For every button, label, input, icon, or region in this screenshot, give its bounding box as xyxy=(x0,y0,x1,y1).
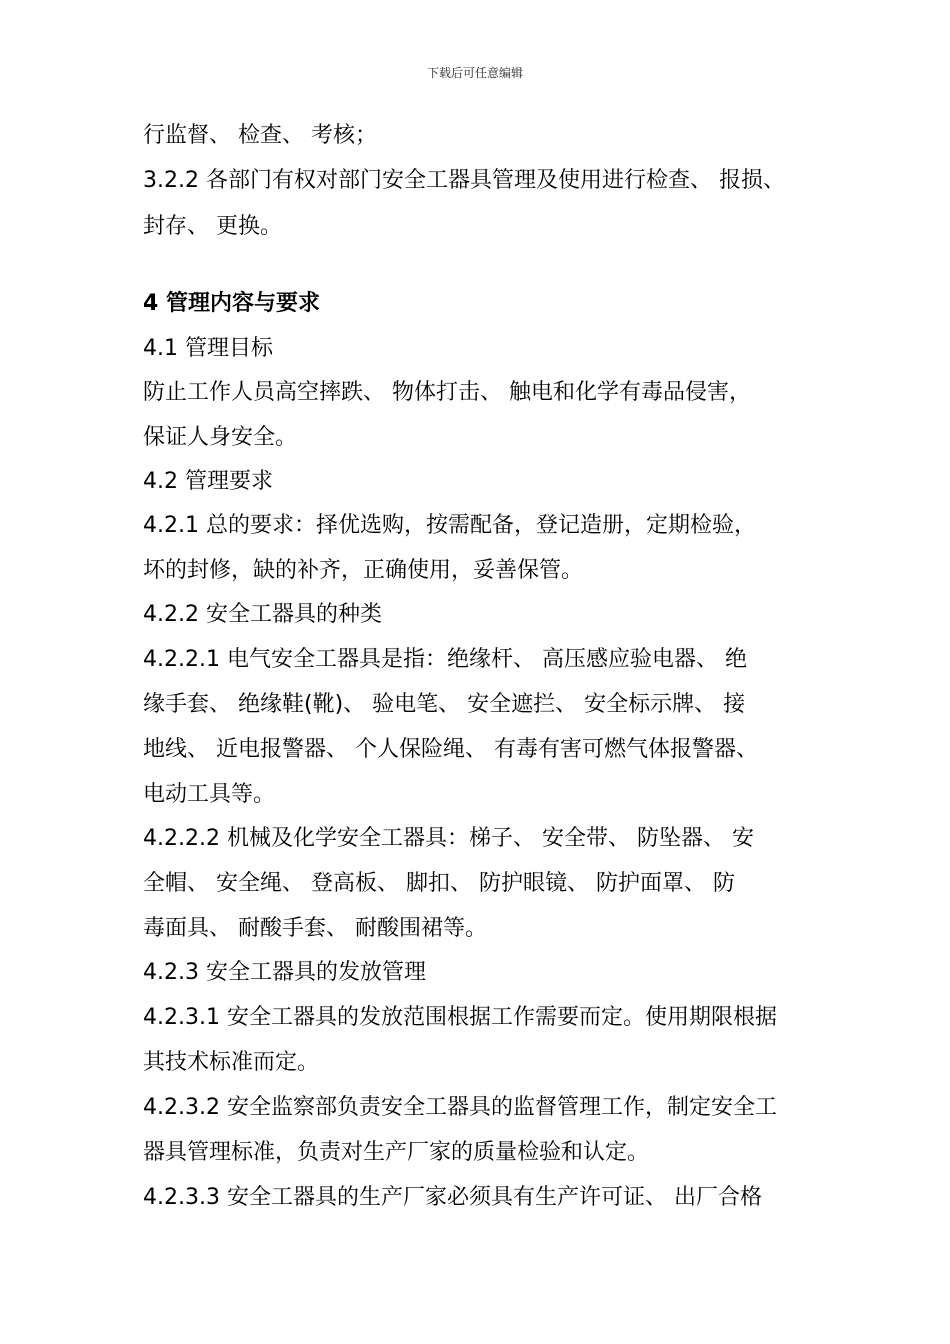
text-line: 4.2.1 总的要求：择优选购，按需配备，登记造册，定期检验， xyxy=(143,513,756,538)
section-heading: 4 管理内容与要求 xyxy=(143,291,320,316)
text-line: 3.2.2 各部门有权对部门安全工器具管理及使用进行检查、 报损、 xyxy=(143,168,785,193)
page-header: 下载后可任意编辑 xyxy=(426,66,523,80)
text-line: 器具管理标准，负责对生产厂家的质量检验和认定。 xyxy=(143,1140,650,1165)
text-line: 其技术标准而定。 xyxy=(143,1050,320,1075)
text-line: 毒面具、 耐酸手套、 耐酸围裙等。 xyxy=(143,916,487,941)
text-line: 全帽、 安全绳、 登高板、 脚扣、 防护眼镜、 防护面罩、 防 xyxy=(143,871,735,896)
subsection-heading: 4.2.2 安全工器具的种类 xyxy=(143,602,382,627)
subsection-heading: 4.1 管理目标 xyxy=(143,336,273,361)
text-line: 保证人身安全。 xyxy=(143,425,298,450)
text-line: 行监督、 检查、 考核； xyxy=(143,123,377,148)
text-line: 封存、 更换。 xyxy=(143,214,282,239)
text-line: 电动工具等。 xyxy=(143,782,276,807)
subsection-heading: 4.2 管理要求 xyxy=(143,469,273,494)
text-line: 4.2.2.1 电气安全工器具是指：绝缘杆、 高压感应验电器、 绝 xyxy=(143,647,747,672)
text-line: 地线、 近电报警器、 个人保险绳、 有毒有害可燃气体报警器、 xyxy=(143,737,758,762)
text-line: 4.2.3.2 安全监察部负责安全工器具的监督管理工作，制定安全工 xyxy=(143,1095,777,1120)
text-line: 防止工作人员高空摔跌、 物体打击、 触电和化学有毒品侵害， xyxy=(143,380,751,405)
text-line: 坏的封修，缺的补齐，正确使用，妥善保管。 xyxy=(143,558,584,583)
text-line: 缘手套、 绝缘鞋(靴)、 验电笔、 安全遮拦、 安全标示牌、 接 xyxy=(143,692,746,717)
text-line: 4.2.2.2 机械及化学安全工器具：梯子、 安全带、 防坠器、 安 xyxy=(143,826,754,851)
subsection-heading: 4.2.3 安全工器具的发放管理 xyxy=(143,960,426,985)
text-line: 4.2.3.3 安全工器具的生产厂家必须具有生产许可证、 出厂合格 xyxy=(143,1185,762,1210)
text-line: 4.2.3.1 安全工器具的发放范围根据工作需要而定。使用期限根据 xyxy=(143,1005,777,1030)
